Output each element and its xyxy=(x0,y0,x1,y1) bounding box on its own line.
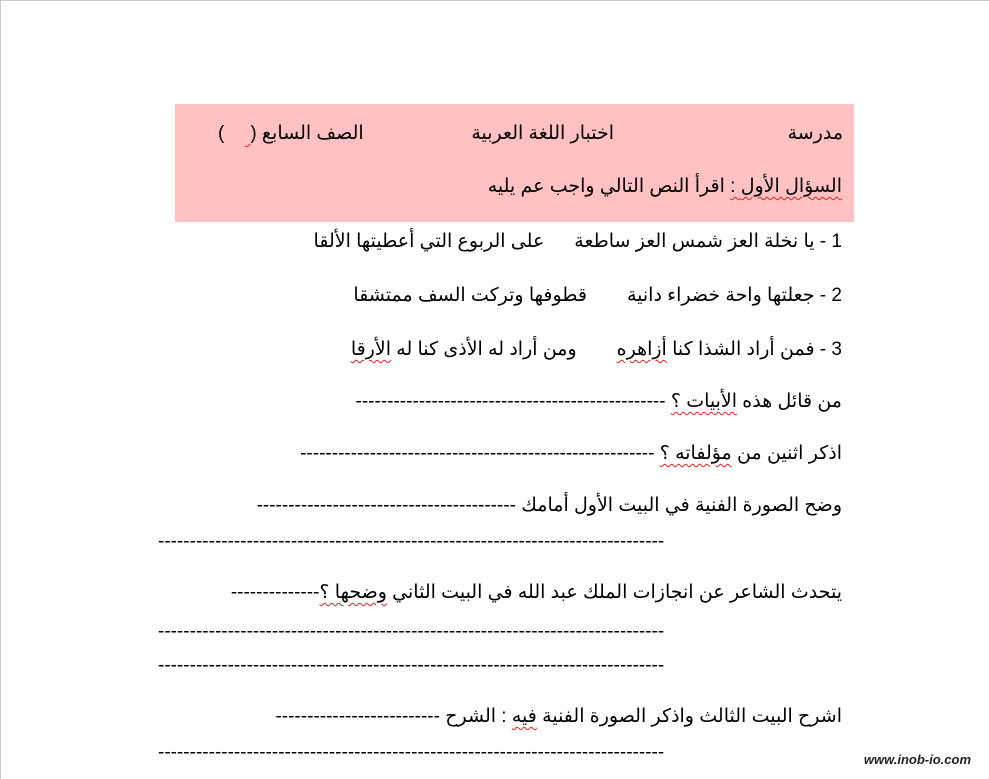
q-achieve-dash[interactable]: -------------- xyxy=(230,582,320,603)
q-author-dash[interactable]: ------------------------------------------------- xyxy=(355,391,671,412)
q-author-b: الأبيات ؟ xyxy=(670,391,738,412)
verse-3-second-b: الأرقا xyxy=(350,339,391,360)
q-explain-b: فيه xyxy=(511,706,537,727)
verse-3-num: 3 - xyxy=(814,339,842,360)
question-explain xyxy=(275,705,842,729)
verse-1-first: يا نخلة العز شمس العز ساطعة xyxy=(574,231,815,252)
watermark: www.inob-io.com xyxy=(863,752,971,767)
answer-line-2[interactable]: -------------------------------------------------------------------------------- xyxy=(158,621,665,642)
q-author-a: من قائل هذه xyxy=(737,391,842,412)
question-works xyxy=(300,442,842,466)
q-image-text: وضح الصورة الفنية في البيت الأول أمامك xyxy=(521,495,842,516)
q-explain-dash[interactable]: -------------------------- xyxy=(275,706,446,727)
q-achieve-b: وضحها ؟ xyxy=(319,582,387,603)
q1-colon: : xyxy=(730,176,741,197)
q1-text: اقرأ النص التالي واجب عم يليه xyxy=(487,176,731,197)
verse-3-first-a: فمن أراد الشذا كنا xyxy=(666,339,815,360)
q1-label: السؤال الأول xyxy=(740,176,842,197)
verse-3-second-a: ومن أراد له الأذى كنا له xyxy=(390,339,577,360)
q-explain-a: اشرح البيت الثالث واذكر الصورة الفنية xyxy=(536,706,842,727)
verse-3-first-b: أزاهره xyxy=(616,339,667,360)
school-label: مدرسة xyxy=(787,123,843,144)
grade-suffix: ) xyxy=(218,123,225,144)
verse-2 xyxy=(353,284,842,308)
verse-1 xyxy=(314,230,842,254)
q-image-dash[interactable]: ----------------------------------------- xyxy=(256,495,522,516)
verse-1-num: 1 - xyxy=(814,231,842,252)
grade-blank[interactable] xyxy=(224,122,250,146)
grade-label xyxy=(218,122,364,146)
exam-title: اختبار اللغة العربية xyxy=(471,123,614,144)
question-one-heading xyxy=(488,175,842,199)
verse-3 xyxy=(351,338,842,362)
question-image xyxy=(257,494,842,518)
q-explain-c: : الشرح xyxy=(445,706,512,727)
q-works-b: مؤلفاته ؟ xyxy=(659,443,732,464)
page-border-top xyxy=(0,0,989,1)
page-border-left xyxy=(0,0,1,779)
q-achieve-a: يتحدث الشاعر عن انجازات الملك عبد الله في البيت الثاني xyxy=(386,582,842,603)
answer-line-3[interactable]: -------------------------------------------------------------------------------- xyxy=(158,655,665,676)
q-works-a: اذكر اثنين من xyxy=(731,443,842,464)
answer-line-4[interactable]: -------------------------------------------------------------------------------- xyxy=(158,742,665,763)
verse-1-second: على الربوع التي أعطيتها الألقا xyxy=(313,231,545,252)
verse-2-num: 2 - xyxy=(814,285,842,306)
grade-prefix: الصف السابع ( xyxy=(250,123,364,144)
q-works-dash[interactable]: -------------------------------------------------------- xyxy=(300,443,660,464)
verse-2-second: قطوفها وتركت السف ممتشقا xyxy=(353,285,587,306)
verse-2-first: جعلتها واحة خضراء دانية xyxy=(626,285,815,306)
question-author xyxy=(356,390,842,414)
question-achievements xyxy=(231,581,842,605)
answer-line-1[interactable]: -------------------------------------------------------------------------------- xyxy=(158,531,665,552)
